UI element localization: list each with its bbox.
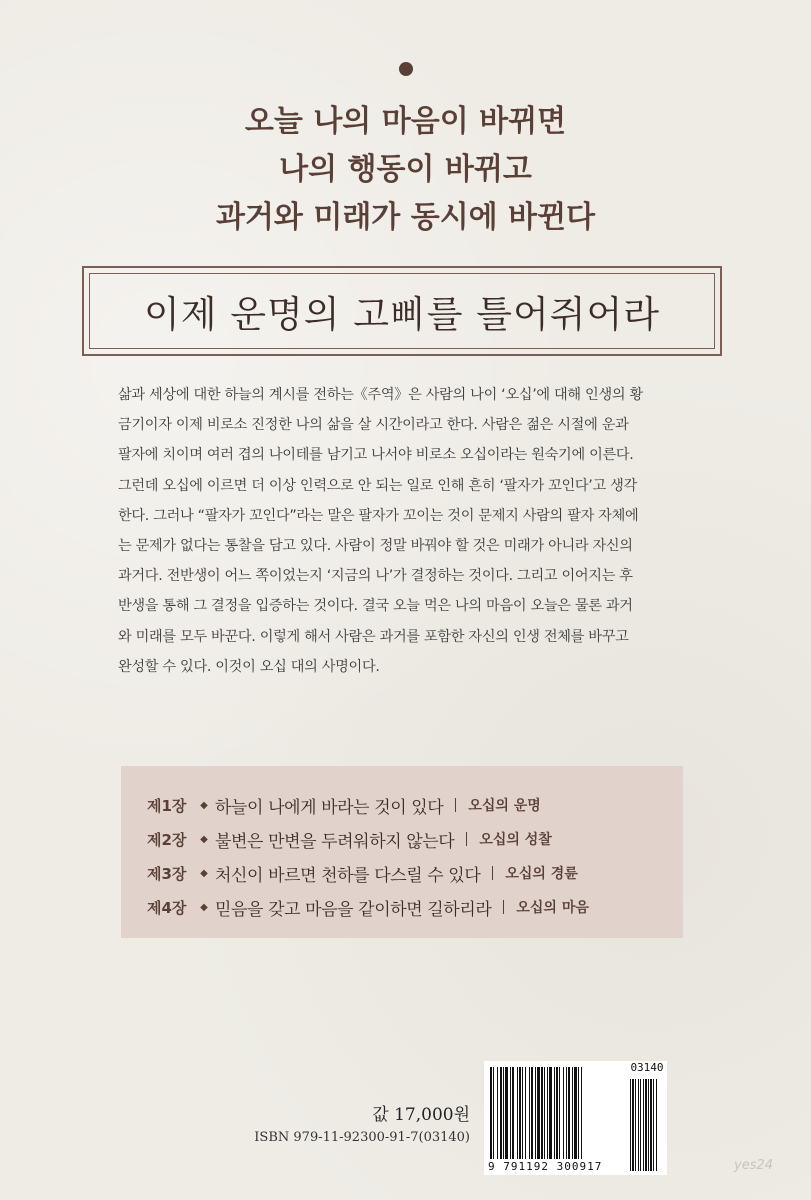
- barcode-bar: [578, 1067, 579, 1159]
- chapter-subtitle: 오십의 경륜: [505, 866, 578, 882]
- barcode-addon-bar: [630, 1079, 631, 1171]
- barcode-bar: [500, 1067, 502, 1159]
- barcode-bar: [572, 1067, 573, 1159]
- barcode-bar: [547, 1067, 548, 1159]
- barcode-addon-bar: [648, 1079, 649, 1171]
- barcode-bar: [535, 1067, 536, 1159]
- barcode-addon-bar: [643, 1079, 644, 1171]
- barcode-bar: [490, 1067, 492, 1159]
- barcode-addon-bar: [653, 1079, 654, 1171]
- description-line: 과거다. 전반생이 어느 쪽이었는지 ‘지금의 나’가 결정하는 것이다. 그리고 이어지는 후: [118, 568, 633, 585]
- barcode-bar: [512, 1067, 514, 1159]
- price-label: 값 17,000원: [372, 1105, 470, 1125]
- chapter-title: 하늘이 나에게 바라는 것이 있다: [215, 797, 444, 818]
- barcode: [484, 1061, 667, 1175]
- chapter-subtitle: 오십의 성찰: [479, 832, 552, 848]
- barcode-bar: [549, 1067, 552, 1159]
- description-line: 와 미래를 모두 바꾼다. 이렇게 해서 사람은 과거를 포함한 자신의 인생 전체를 바꾸고: [118, 628, 629, 645]
- divider: [466, 832, 467, 846]
- isbn-label: ISBN 979-11-92300-91-7(03140): [254, 1130, 470, 1145]
- toc-row: [121, 890, 683, 924]
- diamond-bullet-icon: ◆: [200, 833, 208, 845]
- description-line: 완성할 수 있다. 이것이 오십 대의 사명이다.: [118, 658, 380, 675]
- chapter-title: 불변은 만변을 두려워하지 않는다: [215, 831, 455, 852]
- description-line: 반생을 통해 그 결정을 입증하는 것이다. 결국 오늘 먹은 나의 마음이 오늘은 물론 과거: [118, 598, 633, 615]
- barcode-addon-bar: [635, 1079, 636, 1171]
- headline: [0, 98, 811, 242]
- barcode-bar: [554, 1067, 555, 1159]
- barcode-bar: [537, 1067, 540, 1159]
- barcode-bar: [581, 1067, 582, 1159]
- description-line: 는 문제가 없다는 통찰을 담고 있다. 사람이 정말 바꿔야 할 것은 미래가 아니라 자신의: [118, 538, 633, 555]
- barcode-bar: [522, 1067, 523, 1159]
- barcode-bar: [556, 1067, 558, 1159]
- barcode-bar: [529, 1067, 530, 1159]
- diamond-bullet-icon: ◆: [200, 867, 208, 879]
- watermark-logo: yes24: [734, 1158, 774, 1173]
- description-line: 팔자에 치이며 여러 겹의 나이테를 남기고 나서야 비로소 오십이라는 원숙기에 이른다.: [118, 447, 634, 464]
- diamond-bullet-icon: ◆: [200, 901, 208, 913]
- divider: [455, 798, 456, 812]
- barcode-digits: 9 791192 300917: [488, 1160, 603, 1173]
- barcode-bar: [510, 1067, 511, 1159]
- banner-frame: [82, 266, 722, 356]
- chapter-title: 처신이 바르면 천하를 다스릴 수 있다: [215, 865, 481, 886]
- barcode-addon-bar: [656, 1079, 657, 1171]
- barcode-addon-digits: 03140: [630, 1061, 664, 1074]
- chapter-subtitle: 오십의 운명: [468, 798, 541, 814]
- banner-text: 이제 운명의 고삐를 틀어쥐어라: [144, 293, 660, 336]
- toc-row: [121, 856, 683, 890]
- description-line: 한다. 그러나 “팔자가 꼬인다”라는 말은 팔자가 꼬이는 것이 문제지 사람의 팔자 자체에: [118, 507, 639, 524]
- divider: [503, 900, 504, 914]
- barcode-bar: [568, 1067, 570, 1159]
- barcode-bar: [503, 1067, 504, 1159]
- barcode-addon-bar: [650, 1079, 652, 1171]
- barcode-bars: [484, 1061, 667, 1175]
- table-of-contents: [121, 766, 683, 938]
- barcode-bar: [541, 1067, 543, 1159]
- ornament-dot: [399, 62, 413, 76]
- barcode-bar: [563, 1067, 564, 1159]
- divider: [492, 866, 493, 880]
- toc-row: [121, 788, 683, 822]
- description-text: [118, 380, 698, 682]
- chapter-number: 제1장: [147, 796, 187, 815]
- banner-inner-frame: [89, 273, 715, 349]
- chapter-title: 믿음을 갖고 마음을 같이하면 길하리라: [215, 899, 492, 920]
- description-line: 그런데 오십에 이르면 더 이상 인력으로 안 되는 일로 인해 흔히 ‘팔자가 꼬인다’고 생각: [118, 477, 637, 494]
- headline-line: 오늘 나의 마음이 바뀌면: [244, 104, 567, 139]
- toc-row: [121, 822, 683, 856]
- barcode-bar: [493, 1067, 494, 1159]
- barcode-addon-bar: [632, 1079, 634, 1171]
- description-line: 금기이자 이제 비로소 진정한 나의 삶을 살 시간이라고 한다. 사람은 젊은 시절에 운과: [118, 417, 629, 434]
- barcode-bar: [544, 1067, 545, 1159]
- chapter-number: 제3장: [147, 864, 187, 883]
- barcode-bar: [531, 1067, 533, 1159]
- chapter-number: 제4장: [147, 898, 187, 917]
- barcode-addon-bar: [638, 1079, 639, 1171]
- diamond-bullet-icon: ◆: [200, 799, 208, 811]
- barcode-addon-bar: [640, 1079, 641, 1171]
- chapter-number: 제2장: [147, 830, 187, 849]
- barcode-bar: [505, 1067, 508, 1159]
- barcode-bar: [559, 1067, 560, 1159]
- barcode-bar: [574, 1067, 577, 1159]
- barcode-addon-bar: [645, 1079, 647, 1171]
- barcode-bar: [517, 1067, 518, 1159]
- barcode-bar: [497, 1067, 498, 1159]
- chapter-subtitle: 오십의 마음: [516, 900, 589, 916]
- barcode-bar: [519, 1067, 521, 1159]
- barcode-bar: [566, 1067, 567, 1159]
- barcode-bar: [525, 1067, 526, 1159]
- headline-line: 나의 행동이 바뀌고: [279, 152, 532, 187]
- headline-line: 과거와 미래가 동시에 바뀐다: [215, 200, 596, 235]
- description-line: 삶과 세상에 대한 하늘의 계시를 전하는《주역》은 사람의 나이 ‘오십’에 대해 인생의 황: [118, 387, 643, 403]
